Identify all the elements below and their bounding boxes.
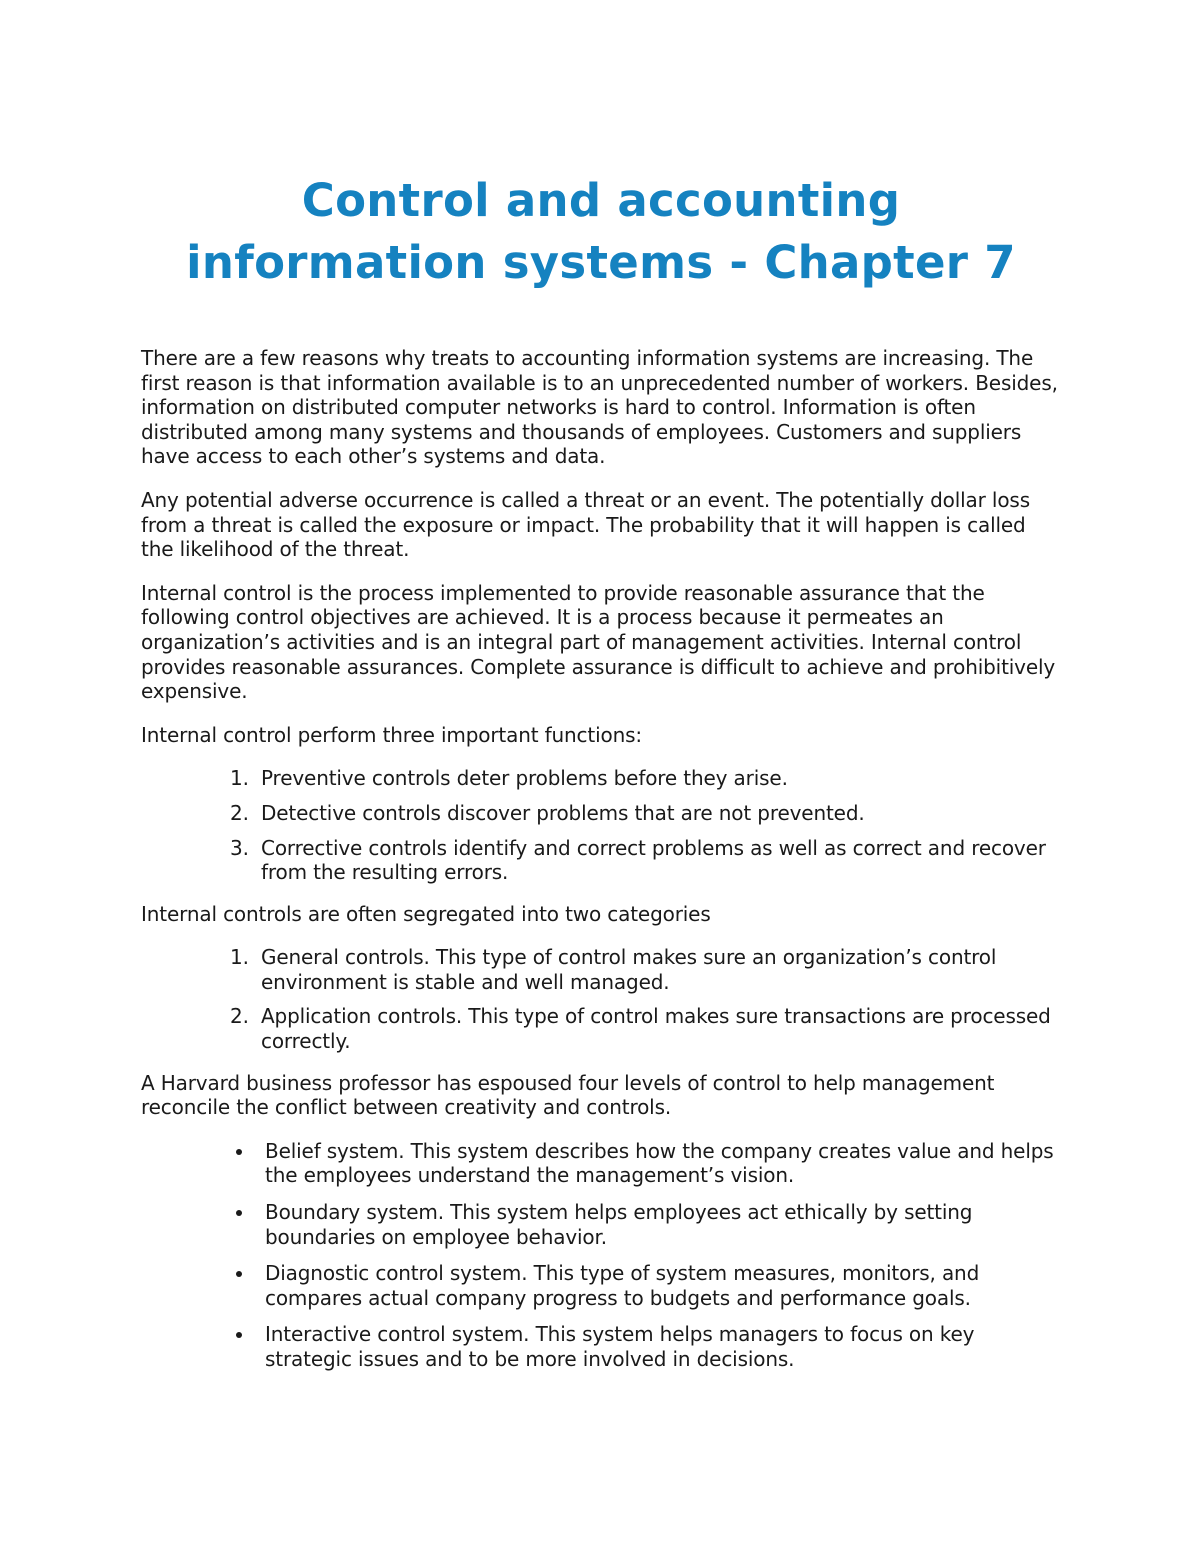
paragraph-threat-definition: Any potential adverse occurrence is called a threat or an event. The potentially dollar loss from a threat is called the exposure or impact. The probability that it will happen is called the likelihood of the threat.: [141, 487, 1030, 562]
list-item: • Belief system. This system describes how the company creates value and helps the employees understand the management’s vision.: [255, 1139, 1061, 1188]
paragraph-levels-intro: A Harvard business professor has espoused four levels of control to help management reconcile the conflict between creativity and controls.: [141, 1070, 995, 1120]
list-item: • Interactive control system. This system helps managers to focus on key strategic issues and to be more involved in decisions.: [255, 1322, 1061, 1371]
title-line-1: Control and accounting: [301, 174, 901, 227]
title-line-2: information systems - Chapter 7: [186, 236, 1016, 289]
list-item: 2. Detective controls discover problems that are not prevented.: [255, 801, 1061, 826]
paragraph-functions-intro: Internal control perform three important functions:: [141, 722, 642, 747]
list-item: 1. Preventive controls deter problems before they arise.: [255, 766, 1061, 791]
list-item: • Diagnostic control system. This type of system measures, monitors, and compares actual company progress to budgets and performance goals.: [255, 1261, 1061, 1310]
document-title: [141, 170, 1061, 294]
levels-list: [141, 1139, 1061, 1372]
list-item: 2. Application controls. This type of control makes sure transactions are processed correctly.: [255, 1004, 1061, 1053]
list-item: 1. General controls. This type of control makes sure an organization’s control environment is stable and well managed.: [255, 945, 1061, 994]
document-page: [141, 170, 1061, 1389]
functions-list: [141, 766, 1061, 884]
list-item: 3. Corrective controls identify and correct problems as well as correct and recover from the resulting errors.: [255, 836, 1061, 885]
paragraph-categories-intro: Internal controls are often segregated into two categories: [141, 901, 711, 926]
list-item: • Boundary system. This system helps employees act ethically by setting boundaries on employee behavior.: [255, 1200, 1061, 1249]
paragraph-threat-reasons: There are a few reasons why treats to accounting information systems are increasing. The first reason is that information available is to an unprecedented number of workers. Besides, information on distributed computer networks is hard to control. Information is often distributed among many systems and thousands of employees. Customers and suppliers have access to each other’s systems and data.: [141, 346, 1058, 469]
categories-list: [141, 945, 1061, 1053]
paragraph-internal-control: Internal control is the process implemented to provide reasonable assurance that the following control objectives are achieved. It is a process because it permeates an organization’s activities and is an integral part of management activities. Internal control provides reasonable assurances. Complete assurance is difficult to achieve and prohibitively expensive.: [141, 580, 1056, 704]
